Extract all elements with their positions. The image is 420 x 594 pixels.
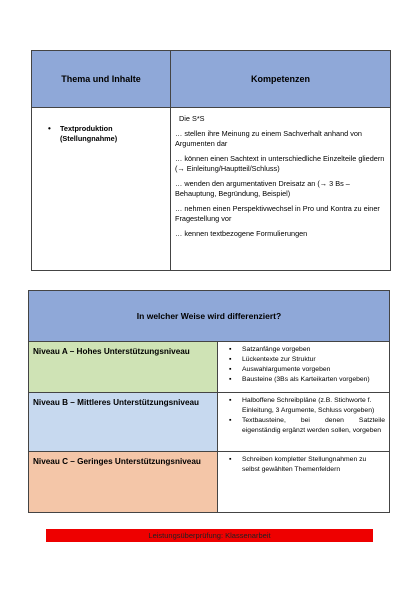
level-c-list <box>220 455 385 475</box>
list-item: ▪ Lückentexte zur Struktur <box>220 355 385 365</box>
topic-item: • Textproduktion (Stellungnahme) <box>40 124 166 144</box>
level-c-label: Niveau C – Geringes Unterstützungsniveau <box>29 452 218 513</box>
level-b-list <box>220 396 385 436</box>
differentiation-header-row <box>29 291 390 342</box>
list-item: ▪ Textbausteine, bei denen Satzteile eigenständig ergänzt werden sollen, vorgeben <box>220 416 385 436</box>
differentiation-header: In welcher Weise wird differenziert? <box>29 291 390 342</box>
competence-table-body-row <box>32 108 391 271</box>
list-item: ▪ Schreiben kompletter Stellungnahmen zu selbst gewählten Themenfeldern <box>220 455 385 475</box>
differentiation-table <box>28 290 390 513</box>
competence-table-header-row <box>32 51 391 108</box>
level-a-list <box>220 345 385 385</box>
competence-table <box>31 50 391 271</box>
competence-item: … können einen Sachtext in unterschiedliche Einzelteile gliedern (→ Einleitung/Hauptteil/Schluss) <box>175 154 385 173</box>
competence-item: … nehmen einen Perspektivwechsel in Pro und Kontra zu einer Fragestellung vor <box>175 204 380 223</box>
competences-cell <box>171 108 391 271</box>
level-row-b <box>29 393 390 452</box>
competences-header: Kompetenzen <box>171 51 391 108</box>
level-row-c <box>29 452 390 513</box>
level-a-label: Niveau A – Hohes Unterstützungsniveau <box>29 342 218 393</box>
topic-header: Thema und Inhalte <box>32 51 171 108</box>
competence-intro: Die S*S <box>179 114 205 123</box>
level-row-a <box>29 342 390 393</box>
list-item: ▪ Satzanfänge vorgeben <box>220 345 385 355</box>
level-a-items <box>218 342 390 393</box>
competence-item: … stellen ihre Meinung zu einem Sachverhalt anhand von Argumenten dar <box>175 129 362 148</box>
list-item: ▪ Halboffene Schreibpläne (z.B. Stichworte f. Einleitung, 3 Argumente, Schluss vorgeben) <box>220 396 385 416</box>
level-b-items <box>218 393 390 452</box>
level-c-items <box>218 452 390 513</box>
level-b-label: Niveau B – Mittleres Unterstützungsniveau <box>29 393 218 452</box>
assessment-bar: Leistungsüberprüfung: Klassenarbeit <box>46 529 373 542</box>
topic-cell <box>32 108 171 271</box>
competence-item: … kennen textbezogene Formulierungen <box>175 229 308 238</box>
competence-item: … wenden den argumentativen Dreisatz an (→ 3 Bs – Behauptung, Begründung, Beispiel) <box>175 179 350 198</box>
list-item: ▪ Auswahlargumente vorgeben <box>220 365 385 375</box>
list-item: ▪ Bausteine (3Bs als Karteikarten vorgeben) <box>220 375 385 385</box>
topic-list <box>40 124 166 144</box>
